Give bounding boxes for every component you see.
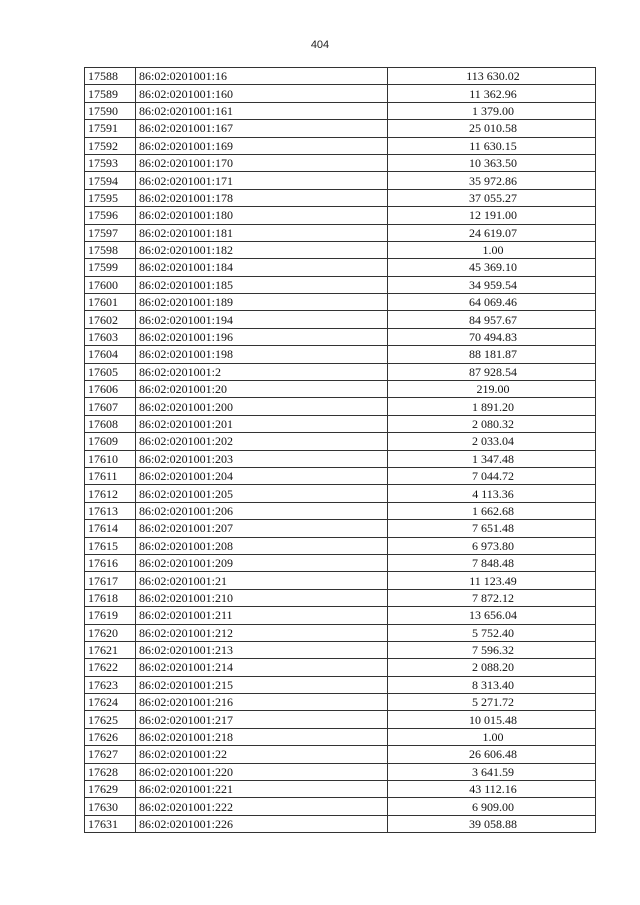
- table-row: [85, 537, 596, 554]
- cadastral-number-cell: 86:02:0201001:194: [136, 311, 388, 328]
- cadastral-number-cell: 86:02:0201001:160: [136, 85, 388, 102]
- table-row: [85, 154, 596, 171]
- row-number-cell: 17628: [85, 763, 136, 780]
- table-row: [85, 589, 596, 606]
- cadastral-number-cell: 86:02:0201001:171: [136, 172, 388, 189]
- cadastral-value-cell: 2 088.20: [388, 659, 596, 676]
- cadastral-number-cell: 86:02:0201001:16: [136, 68, 388, 85]
- table-row: [85, 137, 596, 154]
- cadastral-number-cell: 86:02:0201001:218: [136, 728, 388, 745]
- row-number-cell: 17606: [85, 381, 136, 398]
- cadastral-number-cell: 86:02:0201001:185: [136, 276, 388, 293]
- table-row: [85, 311, 596, 328]
- cadastral-value-cell: 88 181.87: [388, 346, 596, 363]
- row-number-cell: 17631: [85, 815, 136, 832]
- cadastral-number-cell: 86:02:0201001:20: [136, 381, 388, 398]
- table-row: [85, 415, 596, 432]
- table-row: [85, 728, 596, 745]
- cadastral-number-cell: 86:02:0201001:189: [136, 294, 388, 311]
- cadastral-value-cell: 39 058.88: [388, 815, 596, 832]
- row-number-cell: 17622: [85, 659, 136, 676]
- row-number-cell: 17594: [85, 172, 136, 189]
- row-number-cell: 17616: [85, 554, 136, 571]
- table-row: [85, 554, 596, 571]
- cadastral-number-cell: 86:02:0201001:161: [136, 102, 388, 119]
- table-row: [85, 68, 596, 85]
- cadastral-value-cell: 10 363.50: [388, 154, 596, 171]
- table-row: [85, 189, 596, 206]
- table-row: [85, 624, 596, 641]
- cadastral-number-cell: 86:02:0201001:215: [136, 676, 388, 693]
- cadastral-number-cell: 86:02:0201001:201: [136, 415, 388, 432]
- cadastral-number-cell: 86:02:0201001:178: [136, 189, 388, 206]
- cadastral-number-cell: 86:02:0201001:217: [136, 711, 388, 728]
- row-number-cell: 17600: [85, 276, 136, 293]
- row-number-cell: 17617: [85, 572, 136, 589]
- row-number-cell: 17608: [85, 415, 136, 432]
- cadastral-value-cell: 87 928.54: [388, 363, 596, 380]
- table-row: [85, 433, 596, 450]
- cadastral-value-cell: 11 123.49: [388, 572, 596, 589]
- table-row: [85, 224, 596, 241]
- cadastral-value-cell: 1 662.68: [388, 502, 596, 519]
- cadastral-value-cell: 8 313.40: [388, 676, 596, 693]
- cadastral-number-cell: 86:02:0201001:221: [136, 781, 388, 798]
- cadastral-value-cell: 34 959.54: [388, 276, 596, 293]
- cadastral-number-cell: 86:02:0201001:207: [136, 520, 388, 537]
- cadastral-number-cell: 86:02:0201001:202: [136, 433, 388, 450]
- table-row: [85, 294, 596, 311]
- cadastral-number-cell: 86:02:0201001:170: [136, 154, 388, 171]
- cadastral-value-cell: 6 909.00: [388, 798, 596, 815]
- table-row: [85, 798, 596, 815]
- row-number-cell: 17605: [85, 363, 136, 380]
- cadastral-number-cell: 86:02:0201001:196: [136, 328, 388, 345]
- row-number-cell: 17595: [85, 189, 136, 206]
- row-number-cell: 17612: [85, 485, 136, 502]
- row-number-cell: 17589: [85, 85, 136, 102]
- cadastral-number-cell: 86:02:0201001:208: [136, 537, 388, 554]
- cadastral-value-cell: 7 872.12: [388, 589, 596, 606]
- cadastral-value-cell: 11 630.15: [388, 137, 596, 154]
- cadastral-value-cell: 1 379.00: [388, 102, 596, 119]
- row-number-cell: 17625: [85, 711, 136, 728]
- row-number-cell: 17618: [85, 589, 136, 606]
- cadastral-value-cell: 37 055.27: [388, 189, 596, 206]
- table-row: [85, 450, 596, 467]
- table-row: [85, 676, 596, 693]
- cadastral-value-cell: 2 080.32: [388, 415, 596, 432]
- cadastral-value-cell: 4 113.36: [388, 485, 596, 502]
- cadastral-number-cell: 86:02:0201001:169: [136, 137, 388, 154]
- row-number-cell: 17598: [85, 241, 136, 258]
- cadastral-number-cell: 86:02:0201001:216: [136, 694, 388, 711]
- row-number-cell: 17629: [85, 781, 136, 798]
- row-number-cell: 17613: [85, 502, 136, 519]
- row-number-cell: 17601: [85, 294, 136, 311]
- table-row: [85, 381, 596, 398]
- cadastral-value-cell: 3 641.59: [388, 763, 596, 780]
- cadastral-number-cell: 86:02:0201001:222: [136, 798, 388, 815]
- row-number-cell: 17623: [85, 676, 136, 693]
- cadastral-number-cell: 86:02:0201001:210: [136, 589, 388, 606]
- cadastral-number-cell: 86:02:0201001:214: [136, 659, 388, 676]
- table-row: [85, 85, 596, 102]
- cadastral-value-cell: 70 494.83: [388, 328, 596, 345]
- row-number-cell: 17611: [85, 467, 136, 484]
- table-row: [85, 815, 596, 832]
- table-row: [85, 746, 596, 763]
- cadastral-value-cell: 219.00: [388, 381, 596, 398]
- cadastral-value-cell: 26 606.48: [388, 746, 596, 763]
- row-number-cell: 17588: [85, 68, 136, 85]
- row-number-cell: 17602: [85, 311, 136, 328]
- cadastral-number-cell: 86:02:0201001:184: [136, 259, 388, 276]
- table-row: [85, 207, 596, 224]
- row-number-cell: 17624: [85, 694, 136, 711]
- table-row: [85, 641, 596, 658]
- row-number-cell: 17599: [85, 259, 136, 276]
- table-row: [85, 659, 596, 676]
- cadastral-value-cell: 113 630.02: [388, 68, 596, 85]
- cadastral-value-cell: 5 271.72: [388, 694, 596, 711]
- row-number-cell: 17621: [85, 641, 136, 658]
- cadastral-number-cell: 86:02:0201001:21: [136, 572, 388, 589]
- table-row: [85, 502, 596, 519]
- row-number-cell: 17627: [85, 746, 136, 763]
- cadastral-value-cell: 84 957.67: [388, 311, 596, 328]
- table-row: [85, 398, 596, 415]
- row-number-cell: 17604: [85, 346, 136, 363]
- table-row: [85, 241, 596, 258]
- table-row: [85, 328, 596, 345]
- row-number-cell: 17610: [85, 450, 136, 467]
- page-number: 404: [310, 39, 330, 51]
- row-number-cell: 17615: [85, 537, 136, 554]
- cadastral-number-cell: 86:02:0201001:220: [136, 763, 388, 780]
- table-row: [85, 763, 596, 780]
- table-row: [85, 572, 596, 589]
- table-row: [85, 694, 596, 711]
- row-number-cell: 17607: [85, 398, 136, 415]
- cadastral-number-cell: 86:02:0201001:198: [136, 346, 388, 363]
- cadastral-number-cell: 86:02:0201001:211: [136, 607, 388, 624]
- table-row: [85, 607, 596, 624]
- table-row: [85, 467, 596, 484]
- cadastral-number-cell: 86:02:0201001:181: [136, 224, 388, 241]
- cadastral-number-cell: 86:02:0201001:200: [136, 398, 388, 415]
- table-row: [85, 485, 596, 502]
- cadastral-value-cell: 11 362.96: [388, 85, 596, 102]
- row-number-cell: 17593: [85, 154, 136, 171]
- row-number-cell: 17626: [85, 728, 136, 745]
- cadastral-value-cell: 1 891.20: [388, 398, 596, 415]
- cadastral-number-cell: 86:02:0201001:182: [136, 241, 388, 258]
- cadastral-value-cell: 1 347.48: [388, 450, 596, 467]
- cadastral-value-cell: 6 973.80: [388, 537, 596, 554]
- cadastral-value-cell: 35 972.86: [388, 172, 596, 189]
- row-number-cell: 17609: [85, 433, 136, 450]
- cadastral-value-cell: 64 069.46: [388, 294, 596, 311]
- cadastral-number-cell: 86:02:0201001:212: [136, 624, 388, 641]
- table-row: [85, 276, 596, 293]
- row-number-cell: 17591: [85, 120, 136, 137]
- row-number-cell: 17592: [85, 137, 136, 154]
- cadastral-value-cell: 24 619.07: [388, 224, 596, 241]
- cadastral-value-cell: 10 015.48: [388, 711, 596, 728]
- cadastral-value-cell: 7 651.48: [388, 520, 596, 537]
- cadastral-value-cell: 1.00: [388, 728, 596, 745]
- row-number-cell: 17619: [85, 607, 136, 624]
- table-row: [85, 102, 596, 119]
- cadastral-number-cell: 86:02:0201001:204: [136, 467, 388, 484]
- table-row: [85, 120, 596, 137]
- cadastral-value-cell: 25 010.58: [388, 120, 596, 137]
- cadastral-value-table: [84, 67, 596, 833]
- cadastral-number-cell: 86:02:0201001:22: [136, 746, 388, 763]
- cadastral-value-cell: 13 656.04: [388, 607, 596, 624]
- table-row: [85, 363, 596, 380]
- table-body: [85, 68, 596, 833]
- cadastral-value-cell: 43 112.16: [388, 781, 596, 798]
- cadastral-number-cell: 86:02:0201001:205: [136, 485, 388, 502]
- cadastral-value-cell: 7 848.48: [388, 554, 596, 571]
- cadastral-value-cell: 2 033.04: [388, 433, 596, 450]
- cadastral-number-cell: 86:02:0201001:209: [136, 554, 388, 571]
- cadastral-number-cell: 86:02:0201001:180: [136, 207, 388, 224]
- table-row: [85, 711, 596, 728]
- row-number-cell: 17614: [85, 520, 136, 537]
- table-row: [85, 520, 596, 537]
- table-row: [85, 781, 596, 798]
- cadastral-number-cell: 86:02:0201001:226: [136, 815, 388, 832]
- table-row: [85, 172, 596, 189]
- cadastral-number-cell: 86:02:0201001:206: [136, 502, 388, 519]
- cadastral-value-cell: 7 596.32: [388, 641, 596, 658]
- row-number-cell: 17590: [85, 102, 136, 119]
- cadastral-value-cell: 45 369.10: [388, 259, 596, 276]
- cadastral-value-cell: 12 191.00: [388, 207, 596, 224]
- row-number-cell: 17630: [85, 798, 136, 815]
- cadastral-value-cell: 1.00: [388, 241, 596, 258]
- cadastral-number-cell: 86:02:0201001:203: [136, 450, 388, 467]
- cadastral-number-cell: 86:02:0201001:167: [136, 120, 388, 137]
- row-number-cell: 17620: [85, 624, 136, 641]
- cadastral-number-cell: 86:02:0201001:213: [136, 641, 388, 658]
- row-number-cell: 17596: [85, 207, 136, 224]
- row-number-cell: 17603: [85, 328, 136, 345]
- table-row: [85, 346, 596, 363]
- cadastral-value-cell: 7 044.72: [388, 467, 596, 484]
- cadastral-value-cell: 5 752.40: [388, 624, 596, 641]
- table-row: [85, 259, 596, 276]
- cadastral-number-cell: 86:02:0201001:2: [136, 363, 388, 380]
- row-number-cell: 17597: [85, 224, 136, 241]
